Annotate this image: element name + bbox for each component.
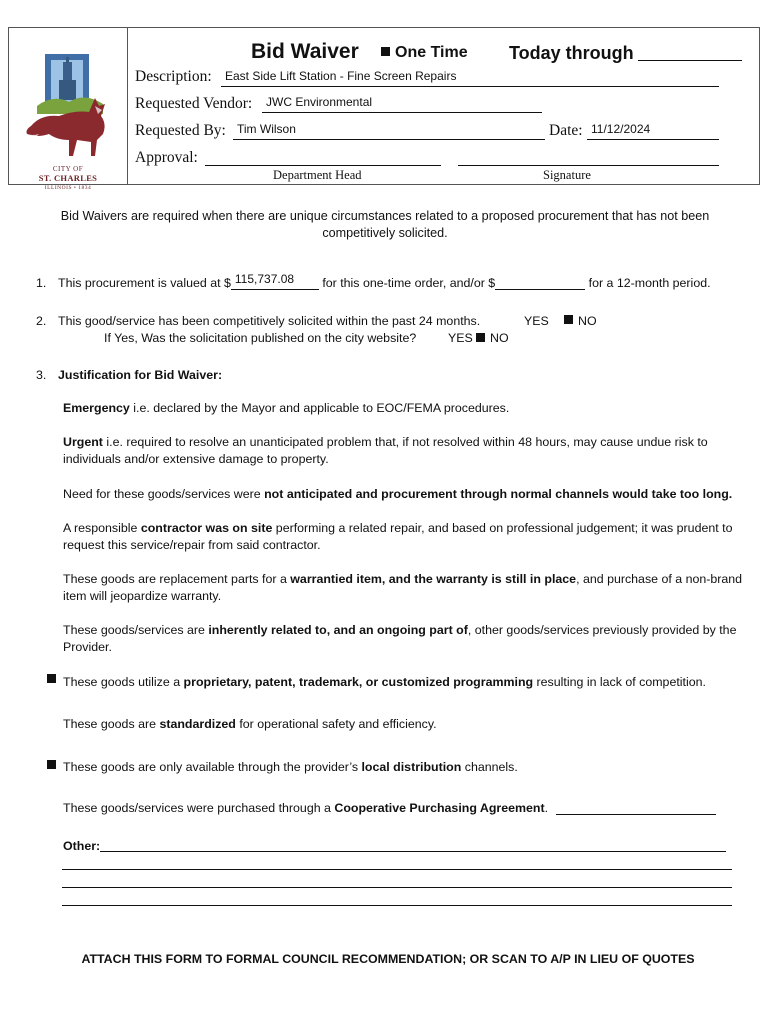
logo-city-name: ST. CHARLES <box>38 173 98 183</box>
question-1-text-c: for a 12-month period. <box>585 276 711 290</box>
option-proprietary[interactable] <box>63 674 743 691</box>
contractor-text-a: A responsible <box>63 521 141 535</box>
other-colon: : <box>96 839 101 853</box>
question-3-number: 3. <box>36 368 47 382</box>
requested-by-label: Requested By: <box>135 122 226 139</box>
date-value: 11/12/2024 <box>591 122 651 136</box>
one-time-amount-field[interactable] <box>231 272 319 290</box>
intro-text: Bid Waivers are required when there are unique circumstances related to a proposed procurement that has not been competitively solicited. <box>60 209 710 240</box>
signature-label: Signature <box>543 168 591 182</box>
coop-text-a: These goods/services were purchased through a <box>63 801 335 815</box>
question-2-sub-no-option[interactable]: NO <box>490 331 509 345</box>
logo-city-of: CITY OF <box>52 165 84 173</box>
emergency-label: Emergency <box>63 401 130 415</box>
description-field[interactable] <box>221 68 719 87</box>
question-2-no-checkbox-icon[interactable] <box>564 315 573 324</box>
standardized-text-b: for operational safety and efficiency. <box>235 717 437 731</box>
logo-established: ILLINOIS • 1834 <box>44 185 92 191</box>
option-inherently-related[interactable] <box>63 622 743 656</box>
local-distribution-checkbox-icon[interactable] <box>47 760 56 769</box>
option-contractor-on-site[interactable] <box>63 520 743 554</box>
contractor-bold: contractor was on site <box>140 521 273 535</box>
form-header <box>8 27 760 191</box>
option-not-anticipated[interactable] <box>63 486 743 503</box>
question-1 <box>58 272 711 292</box>
local-text-a: These goods are only available through the provider’s <box>63 760 362 774</box>
question-2-yes-option[interactable]: YES <box>524 314 549 328</box>
description-value: East Side Lift Station - Fine Screen Repairs <box>225 69 457 83</box>
one-time-checkbox-icon[interactable] <box>381 47 390 56</box>
option-warranty[interactable] <box>63 571 743 605</box>
question-1-text-b: for this one-time order, and/or $ <box>318 276 496 290</box>
department-head-signature-field[interactable] <box>205 147 441 166</box>
today-through-field[interactable] <box>638 43 742 61</box>
twelve-month-amount-field[interactable] <box>495 275 585 290</box>
approval-label: Approval: <box>135 149 198 166</box>
option-local-distribution[interactable] <box>63 759 743 776</box>
city-logo <box>9 28 128 191</box>
question-2-sub-no-checkbox-icon[interactable] <box>476 333 485 342</box>
option-standardized[interactable] <box>63 716 743 733</box>
option-cooperative-purchasing[interactable] <box>63 800 743 817</box>
one-time-label: One Time <box>395 44 468 61</box>
requested-by-value: Tim Wilson <box>237 122 296 136</box>
other-field-line-2[interactable] <box>62 869 732 870</box>
question-2-text: This good/service has been competitively solicited within the past 24 months. <box>58 314 481 328</box>
other-label <box>63 838 100 855</box>
coop-text-b: . <box>544 801 549 815</box>
vendor-label: Requested Vendor: <box>135 95 253 112</box>
one-time-amount-value: 115,737.08 <box>234 272 295 286</box>
question-3-heading: Justification for Bid Waiver: <box>58 368 223 382</box>
today-through-label: Today through <box>509 43 634 63</box>
proprietary-bold: proprietary, patent, trademark, or customized programming <box>183 675 534 689</box>
vendor-field[interactable] <box>262 94 542 113</box>
other-field-line-1[interactable] <box>100 851 726 852</box>
date-label: Date: <box>549 122 583 139</box>
date-field[interactable] <box>587 121 719 140</box>
proprietary-checkbox-icon[interactable] <box>47 674 56 683</box>
today-through-option <box>509 43 742 64</box>
local-bold: local distribution <box>361 760 462 774</box>
inherent-text-b: , other goods/services previously provided by the Provider. <box>63 623 737 654</box>
warranty-bold: warrantied item, and the warranty is still in place <box>290 572 577 586</box>
standardized-bold: standardized <box>159 717 236 731</box>
proprietary-text-a: These goods utilize a <box>63 675 184 689</box>
not-anticipated-text: Need for these goods/services were <box>63 487 265 501</box>
requested-by-field[interactable] <box>233 121 545 140</box>
other-field-line-4[interactable] <box>62 905 732 906</box>
cooperative-agreement-field[interactable] <box>556 800 716 815</box>
coop-bold: Cooperative Purchasing Agreement <box>334 801 545 815</box>
inherent-text-a: These goods/services are <box>63 623 209 637</box>
standardized-text-a: These goods are <box>63 717 160 731</box>
question-2-sub-yes-option[interactable]: YES <box>448 331 473 345</box>
vendor-value: JWC Environmental <box>266 95 373 109</box>
other-field-line-3[interactable] <box>62 887 732 888</box>
form-title: Bid Waiver <box>251 40 359 63</box>
question-2-no-option[interactable]: NO <box>578 314 597 328</box>
not-anticipated-bold: not anticipated and procurement through normal channels would take too long. <box>264 487 733 501</box>
inherent-bold: inherently related to, and an ongoing part of <box>208 623 468 637</box>
proprietary-text-b: resulting in lack of competition. <box>533 675 706 689</box>
one-time-option[interactable] <box>381 44 468 62</box>
footer-instruction: ATTACH THIS FORM TO FORMAL COUNCIL RECOMMENDATION; OR SCAN TO A/P IN LIEU OF QUOTES <box>81 952 695 966</box>
other-label-text: Other <box>63 839 97 853</box>
option-urgent[interactable] <box>63 434 743 468</box>
warranty-text-b: , and purchase of a non-brand item will jeopardize warranty. <box>63 572 743 603</box>
question-2-sub-text: If Yes, Was the solicitation published on the city website? <box>104 331 417 345</box>
approval-signature-field[interactable] <box>458 147 719 166</box>
contractor-text-b: performing a related repair, and based on professional judgement; it was prudent to request this service/repair from said contractor. <box>63 521 733 552</box>
local-text-b: channels. <box>461 760 518 774</box>
question-1-number: 1. <box>36 276 47 290</box>
emergency-text: i.e. declared by the Mayor and applicable to EOC/FEMA procedures. <box>129 401 510 415</box>
urgent-text: i.e. required to resolve an unanticipated problem that, if not resolved within 48 hours, may cause undue risk to individuals and/or extensive damage to property. <box>63 435 708 466</box>
st-charles-fox-logo-icon <box>23 48 113 160</box>
department-head-label: Department Head <box>273 168 362 182</box>
urgent-label: Urgent <box>63 435 103 449</box>
question-2-number: 2. <box>36 314 47 328</box>
warranty-text-a: These goods are replacement parts for a <box>63 572 291 586</box>
description-label: Description: <box>135 68 212 85</box>
option-emergency[interactable] <box>63 400 743 417</box>
question-1-text-a: This procurement is valued at $ <box>58 276 231 290</box>
